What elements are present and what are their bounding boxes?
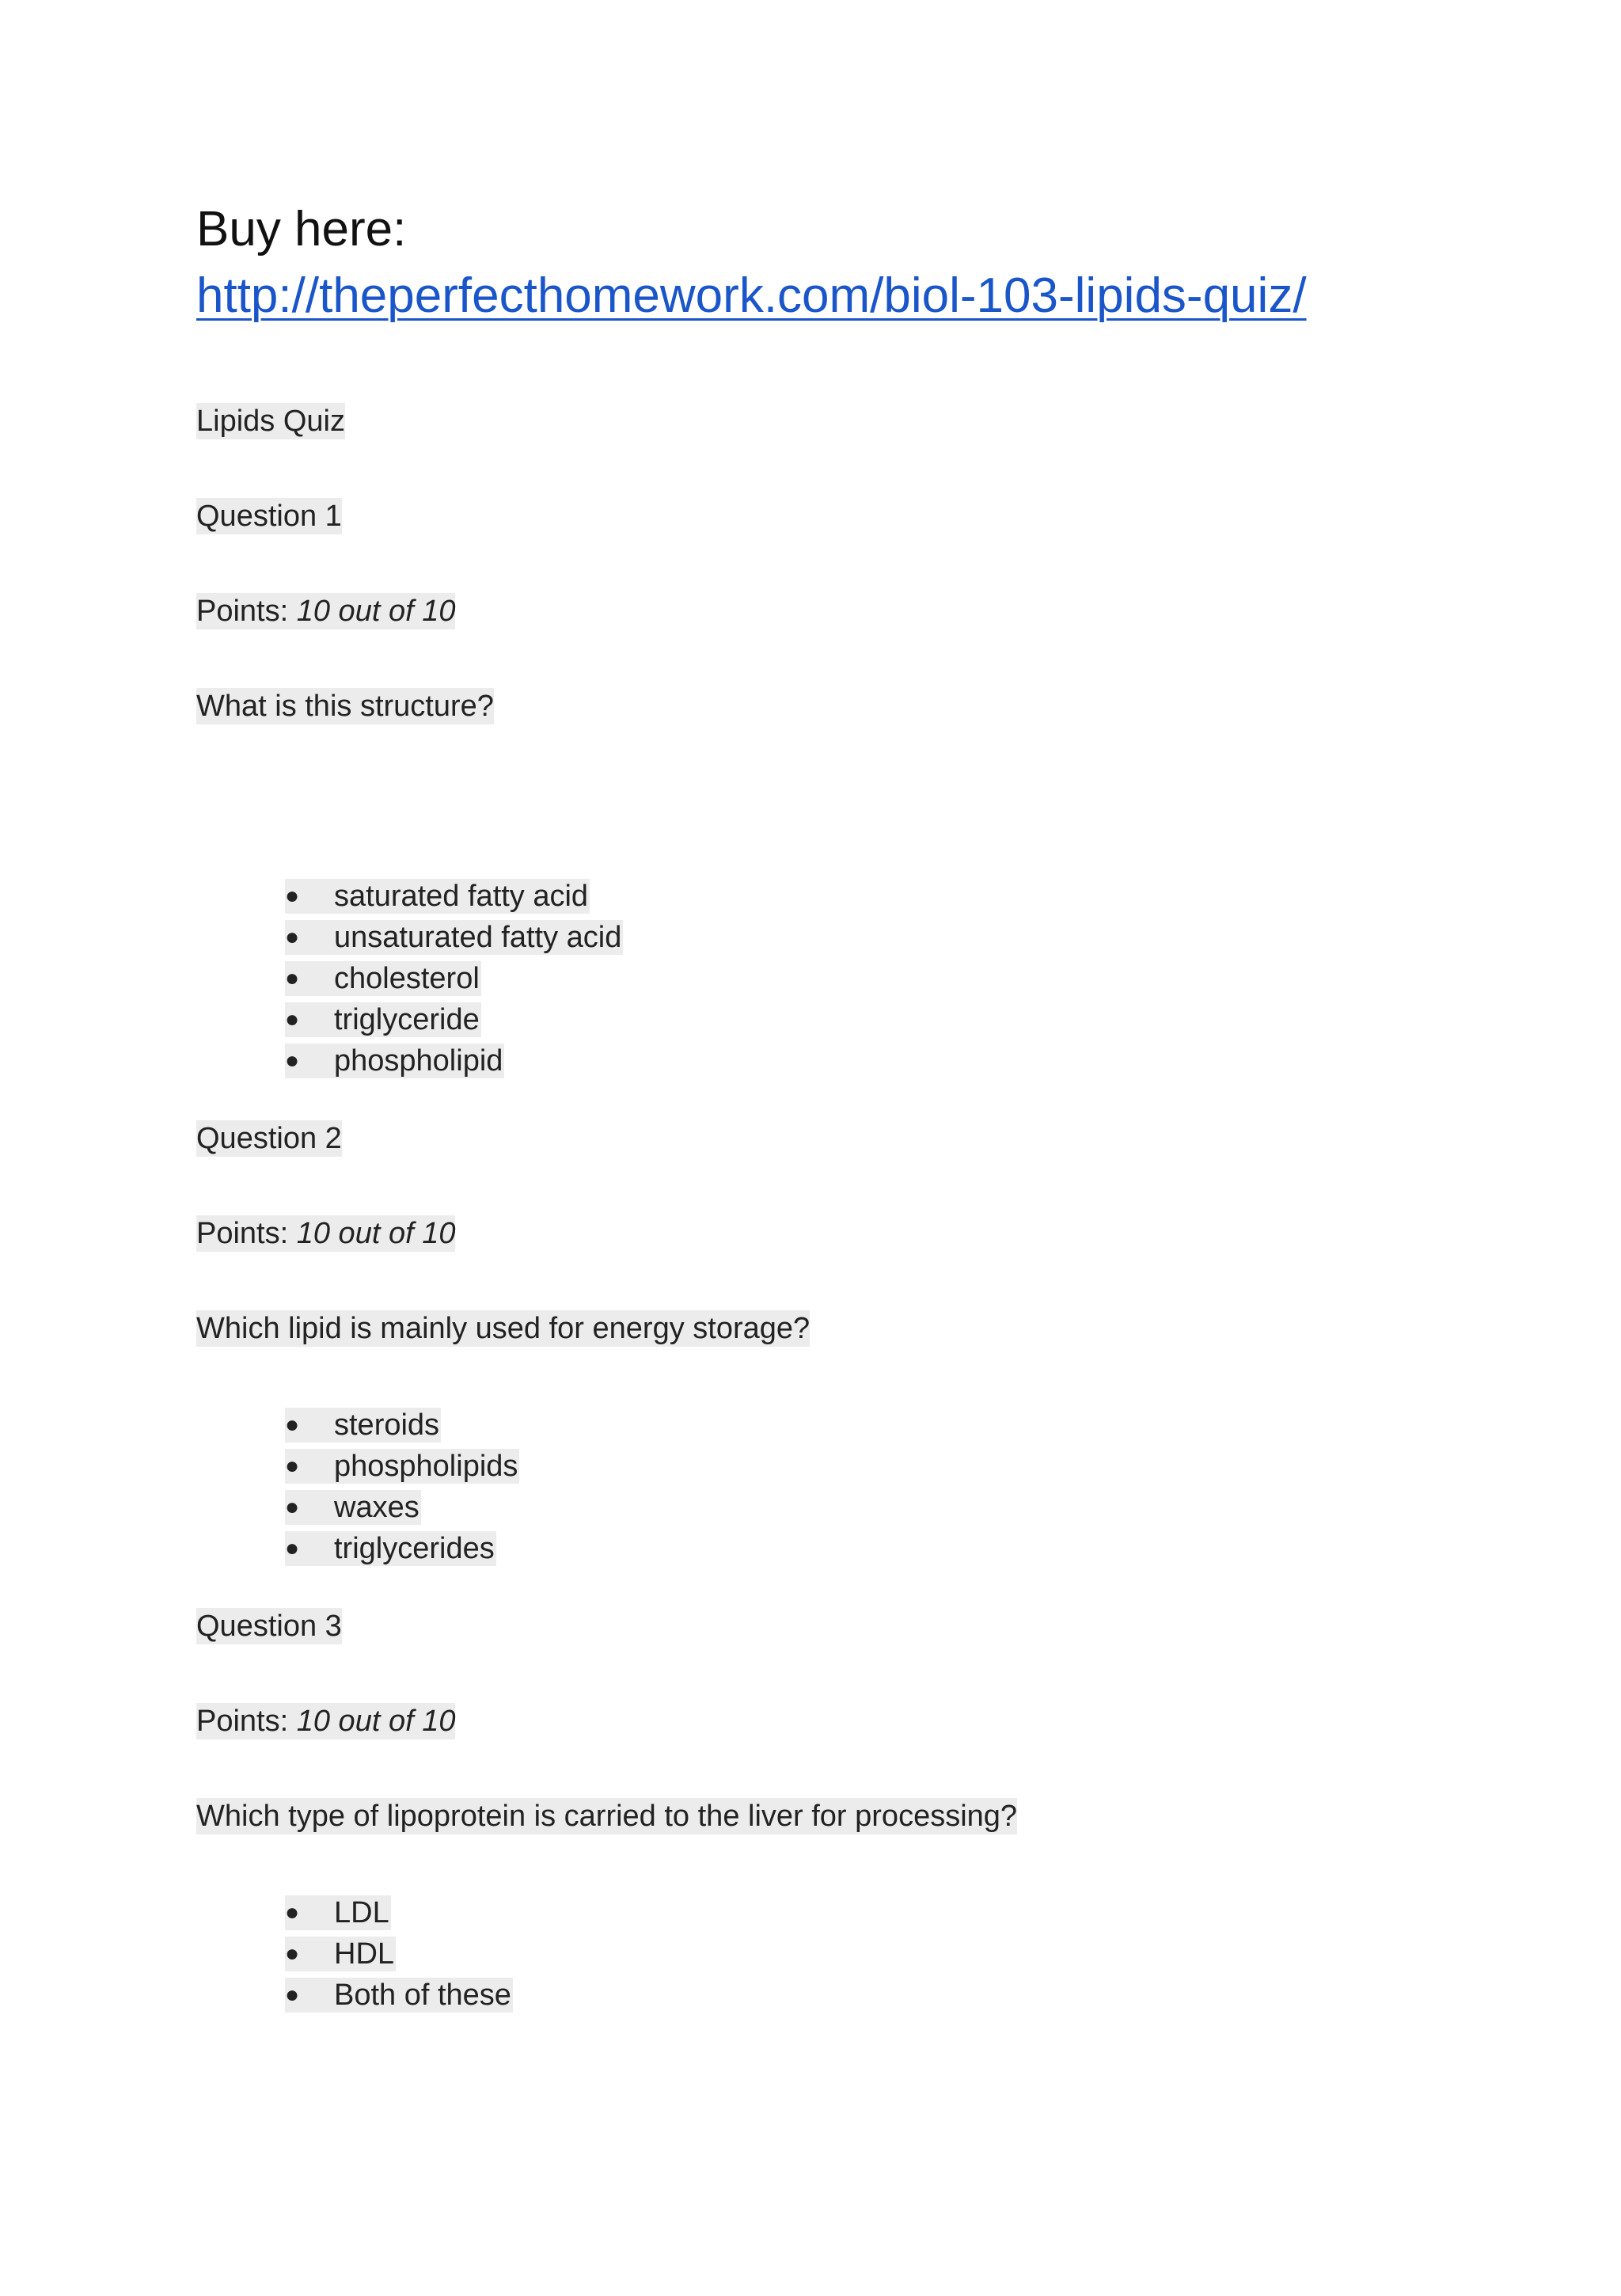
question-label: Question 3 xyxy=(196,1610,342,1643)
answer-option[interactable]: ● saturated fatty acid xyxy=(285,880,589,913)
question-points xyxy=(196,592,455,630)
answer-options xyxy=(285,876,623,1081)
points-label: Points: xyxy=(196,595,297,628)
answer-option[interactable]: ● triglyceride xyxy=(285,1003,480,1036)
buy-block xyxy=(196,196,1307,329)
answer-option[interactable]: ● phospholipids xyxy=(285,1450,518,1483)
answer-option[interactable]: ● HDL xyxy=(285,1937,395,1971)
answer-option[interactable]: ● steroids xyxy=(285,1408,440,1442)
bullet-icon: ● xyxy=(285,1047,300,1074)
question-points xyxy=(196,1702,455,1740)
bullet-icon: ● xyxy=(285,883,300,909)
bullet-icon: ● xyxy=(285,1494,300,1520)
bullet-icon: ● xyxy=(285,1535,300,1561)
bullet-icon: ● xyxy=(285,1899,300,1925)
question-label: Question 1 xyxy=(196,500,342,533)
bullet-icon: ● xyxy=(285,1982,300,2008)
bullet-icon: ● xyxy=(285,1453,300,1479)
answer-option[interactable]: ● unsaturated fatty acid xyxy=(285,921,622,954)
answer-option[interactable]: ● Both of these xyxy=(285,1979,511,2012)
bullet-icon: ● xyxy=(285,1941,300,1967)
question-prompt: Which type of lipoprotein is carried to the liver for processing? xyxy=(196,1800,1018,1833)
answer-options xyxy=(285,1892,513,2016)
answer-option[interactable]: ● waxes xyxy=(285,1491,419,1524)
points-label: Points: xyxy=(196,1705,297,1738)
points-value: 10 out of 10 xyxy=(296,595,456,628)
question-points xyxy=(196,1215,455,1253)
answer-option[interactable]: ● phospholipid xyxy=(285,1044,503,1078)
question-prompt: Which lipid is mainly used for energy storage? xyxy=(196,1312,810,1345)
bullet-icon: ● xyxy=(285,1006,300,1032)
points-label: Points: xyxy=(196,1217,297,1250)
bullet-icon: ● xyxy=(285,965,300,991)
points-value: 10 out of 10 xyxy=(296,1705,456,1738)
answer-option[interactable]: ● triglycerides xyxy=(285,1532,495,1565)
points-value: 10 out of 10 xyxy=(296,1217,456,1250)
answer-option[interactable]: ● cholesterol xyxy=(285,962,480,995)
answer-option[interactable]: ● LDL xyxy=(285,1896,389,1929)
buy-label: Buy here: xyxy=(196,202,407,257)
question-label: Question 2 xyxy=(196,1122,342,1155)
question-prompt: What is this structure? xyxy=(196,690,494,723)
answer-options xyxy=(285,1405,519,1569)
bullet-icon: ● xyxy=(285,924,300,950)
quiz-title: Lipids Quiz xyxy=(196,405,345,438)
bullet-icon: ● xyxy=(285,1412,300,1438)
buy-link[interactable]: http://theperfecthomework.com/biol-103-lipids-quiz/ xyxy=(196,268,1307,323)
